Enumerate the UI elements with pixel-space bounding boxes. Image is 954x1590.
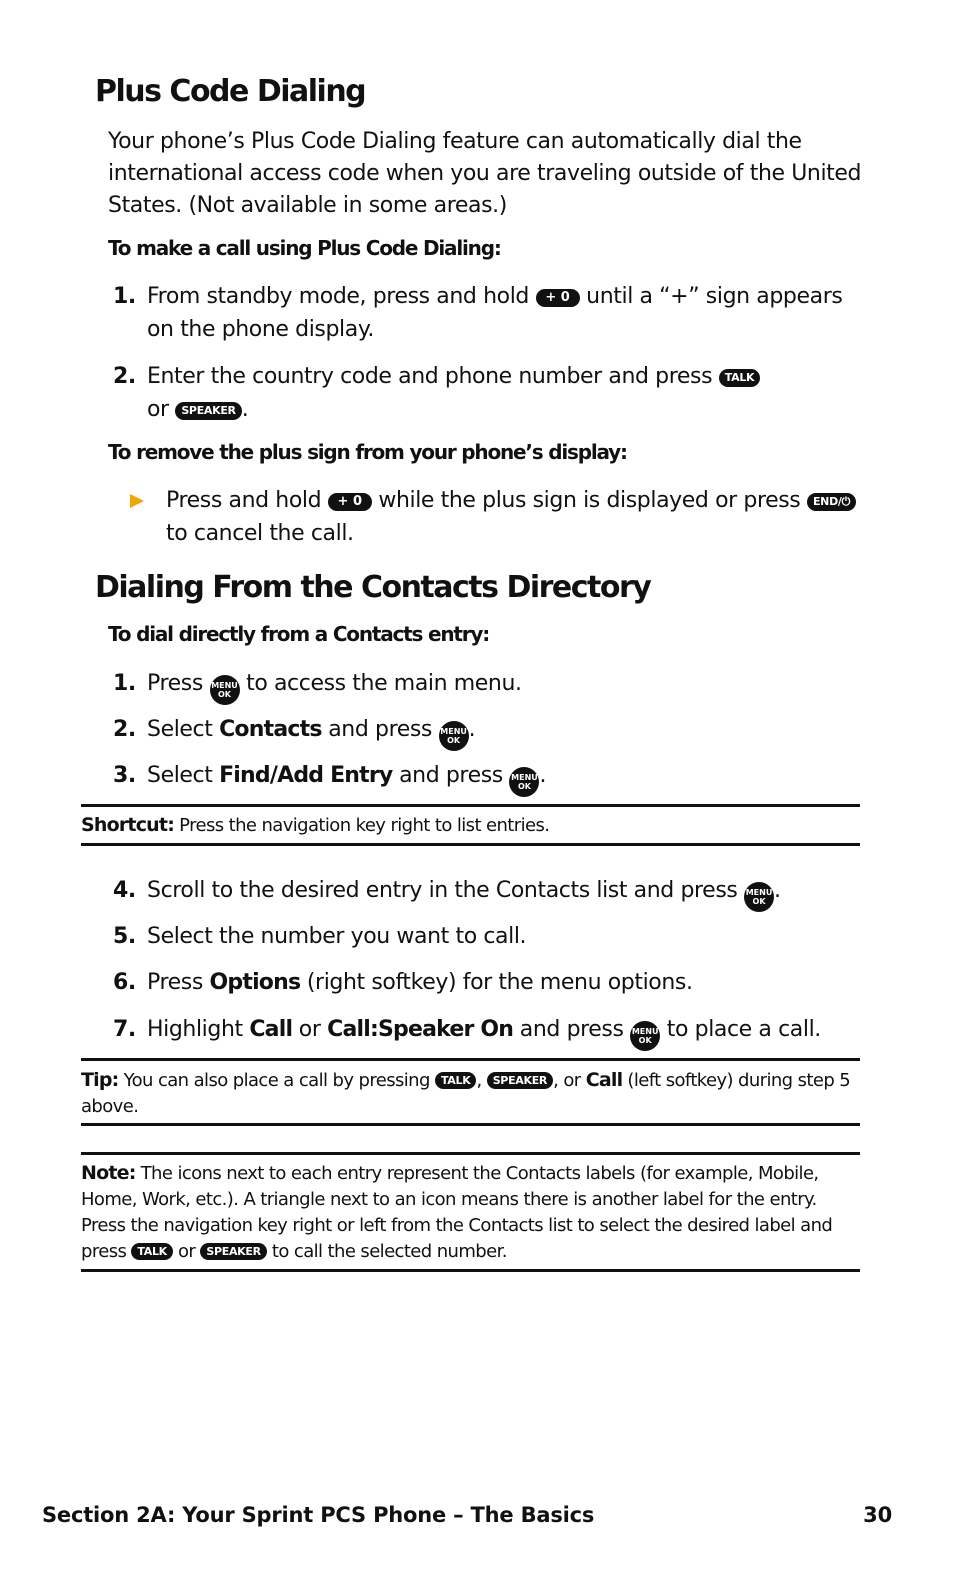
zero-plus-key-icon: + 0	[328, 493, 372, 511]
menu-ok-key-icon: MENU OK	[439, 721, 469, 751]
footer-section-title: Section 2A: Your Sprint PCS Phone – The Basics	[42, 1503, 595, 1527]
contacts-step-3: 3. Select Find/Add Entry and press MENU OK .	[113, 759, 873, 797]
make-call-heading: To make a call using Plus Code Dialing:	[108, 236, 501, 260]
section-title-contacts: Dialing From the Contacts Directory	[95, 570, 651, 605]
talk-key-icon: TALK	[719, 369, 761, 387]
shortcut-label: Shortcut:	[81, 814, 174, 836]
footer-page-number: 30	[863, 1503, 892, 1527]
contacts-step-1: 1. Press MENU OK to access the main menu.	[113, 667, 873, 705]
contacts-step-6: 6. Press Options (right softkey) for the menu options.	[113, 970, 693, 995]
shortcut-text: Press the navigation key right to list entries.	[179, 815, 550, 836]
plus-step-1: 1. From standby mode, press and hold + 0 until a “+” sign appears on the phone display.	[113, 284, 843, 342]
contacts-step-5: 5. Select the number you want to call.	[113, 924, 527, 949]
menu-ok-key-icon: MENU OK	[630, 1021, 660, 1051]
contacts-step-4: 4. Scroll to the desired entry in the Contacts list and press MENU OK .	[113, 874, 873, 912]
contacts-step-7: 7. Highlight Call or Call:Speaker On and press MENU OK to place a call.	[113, 1013, 873, 1051]
note-label: Note:	[81, 1162, 136, 1184]
menu-ok-key-icon: MENU OK	[509, 767, 539, 797]
talk-key-icon: TALK	[435, 1072, 477, 1089]
contacts-step-2: 2. Select Contacts and press MENU OK .	[113, 713, 873, 751]
menu-ok-key-icon: MENU OK	[744, 882, 774, 912]
plus-step-2: 2. Enter the country code and phone number and press TALK or SPEAKER .	[113, 360, 873, 426]
tip-box: Tip: You can also place a call by pressing TALK , SPEAKER , or Call (left softkey) during step 5 above.	[81, 1058, 860, 1126]
speaker-key-icon: SPEAKER	[175, 402, 241, 420]
section-title-plus-code: Plus Code Dialing	[95, 74, 366, 109]
intro-paragraph: Your phone’s Plus Code Dialing feature can automatically dial the international access code when you are traveling outside of the United States. (Not available in some areas.)	[108, 129, 862, 218]
remove-plus-bullet: Press and hold + 0 while the plus sign is displayed or press END/⏻ to cancel the call.	[130, 484, 860, 550]
bullet-triangle-icon	[130, 494, 144, 508]
shortcut-box	[81, 804, 860, 846]
talk-key-icon: TALK	[131, 1243, 173, 1260]
menu-ok-key-icon: MENU OK	[210, 675, 240, 705]
tip-label: Tip:	[81, 1069, 119, 1091]
remove-plus-heading: To remove the plus sign from your phone’s display:	[108, 440, 627, 464]
end-power-key-icon: END/⏻	[807, 493, 856, 511]
note-box: Note: The icons next to each entry represent the Contacts labels (for example, Mobile, Home, Work, etc.). A triangle next to an icon means there is another label for the entry. Press the navigation key right or left from the Contacts list to select the desired label and press TALK or SPEAKER to call the selected number.	[81, 1152, 860, 1272]
dial-contacts-heading: To dial directly from a Contacts entry:	[108, 622, 490, 646]
speaker-key-icon: SPEAKER	[200, 1243, 266, 1260]
zero-plus-key-icon: + 0	[536, 289, 580, 307]
speaker-key-icon: SPEAKER	[487, 1072, 553, 1089]
